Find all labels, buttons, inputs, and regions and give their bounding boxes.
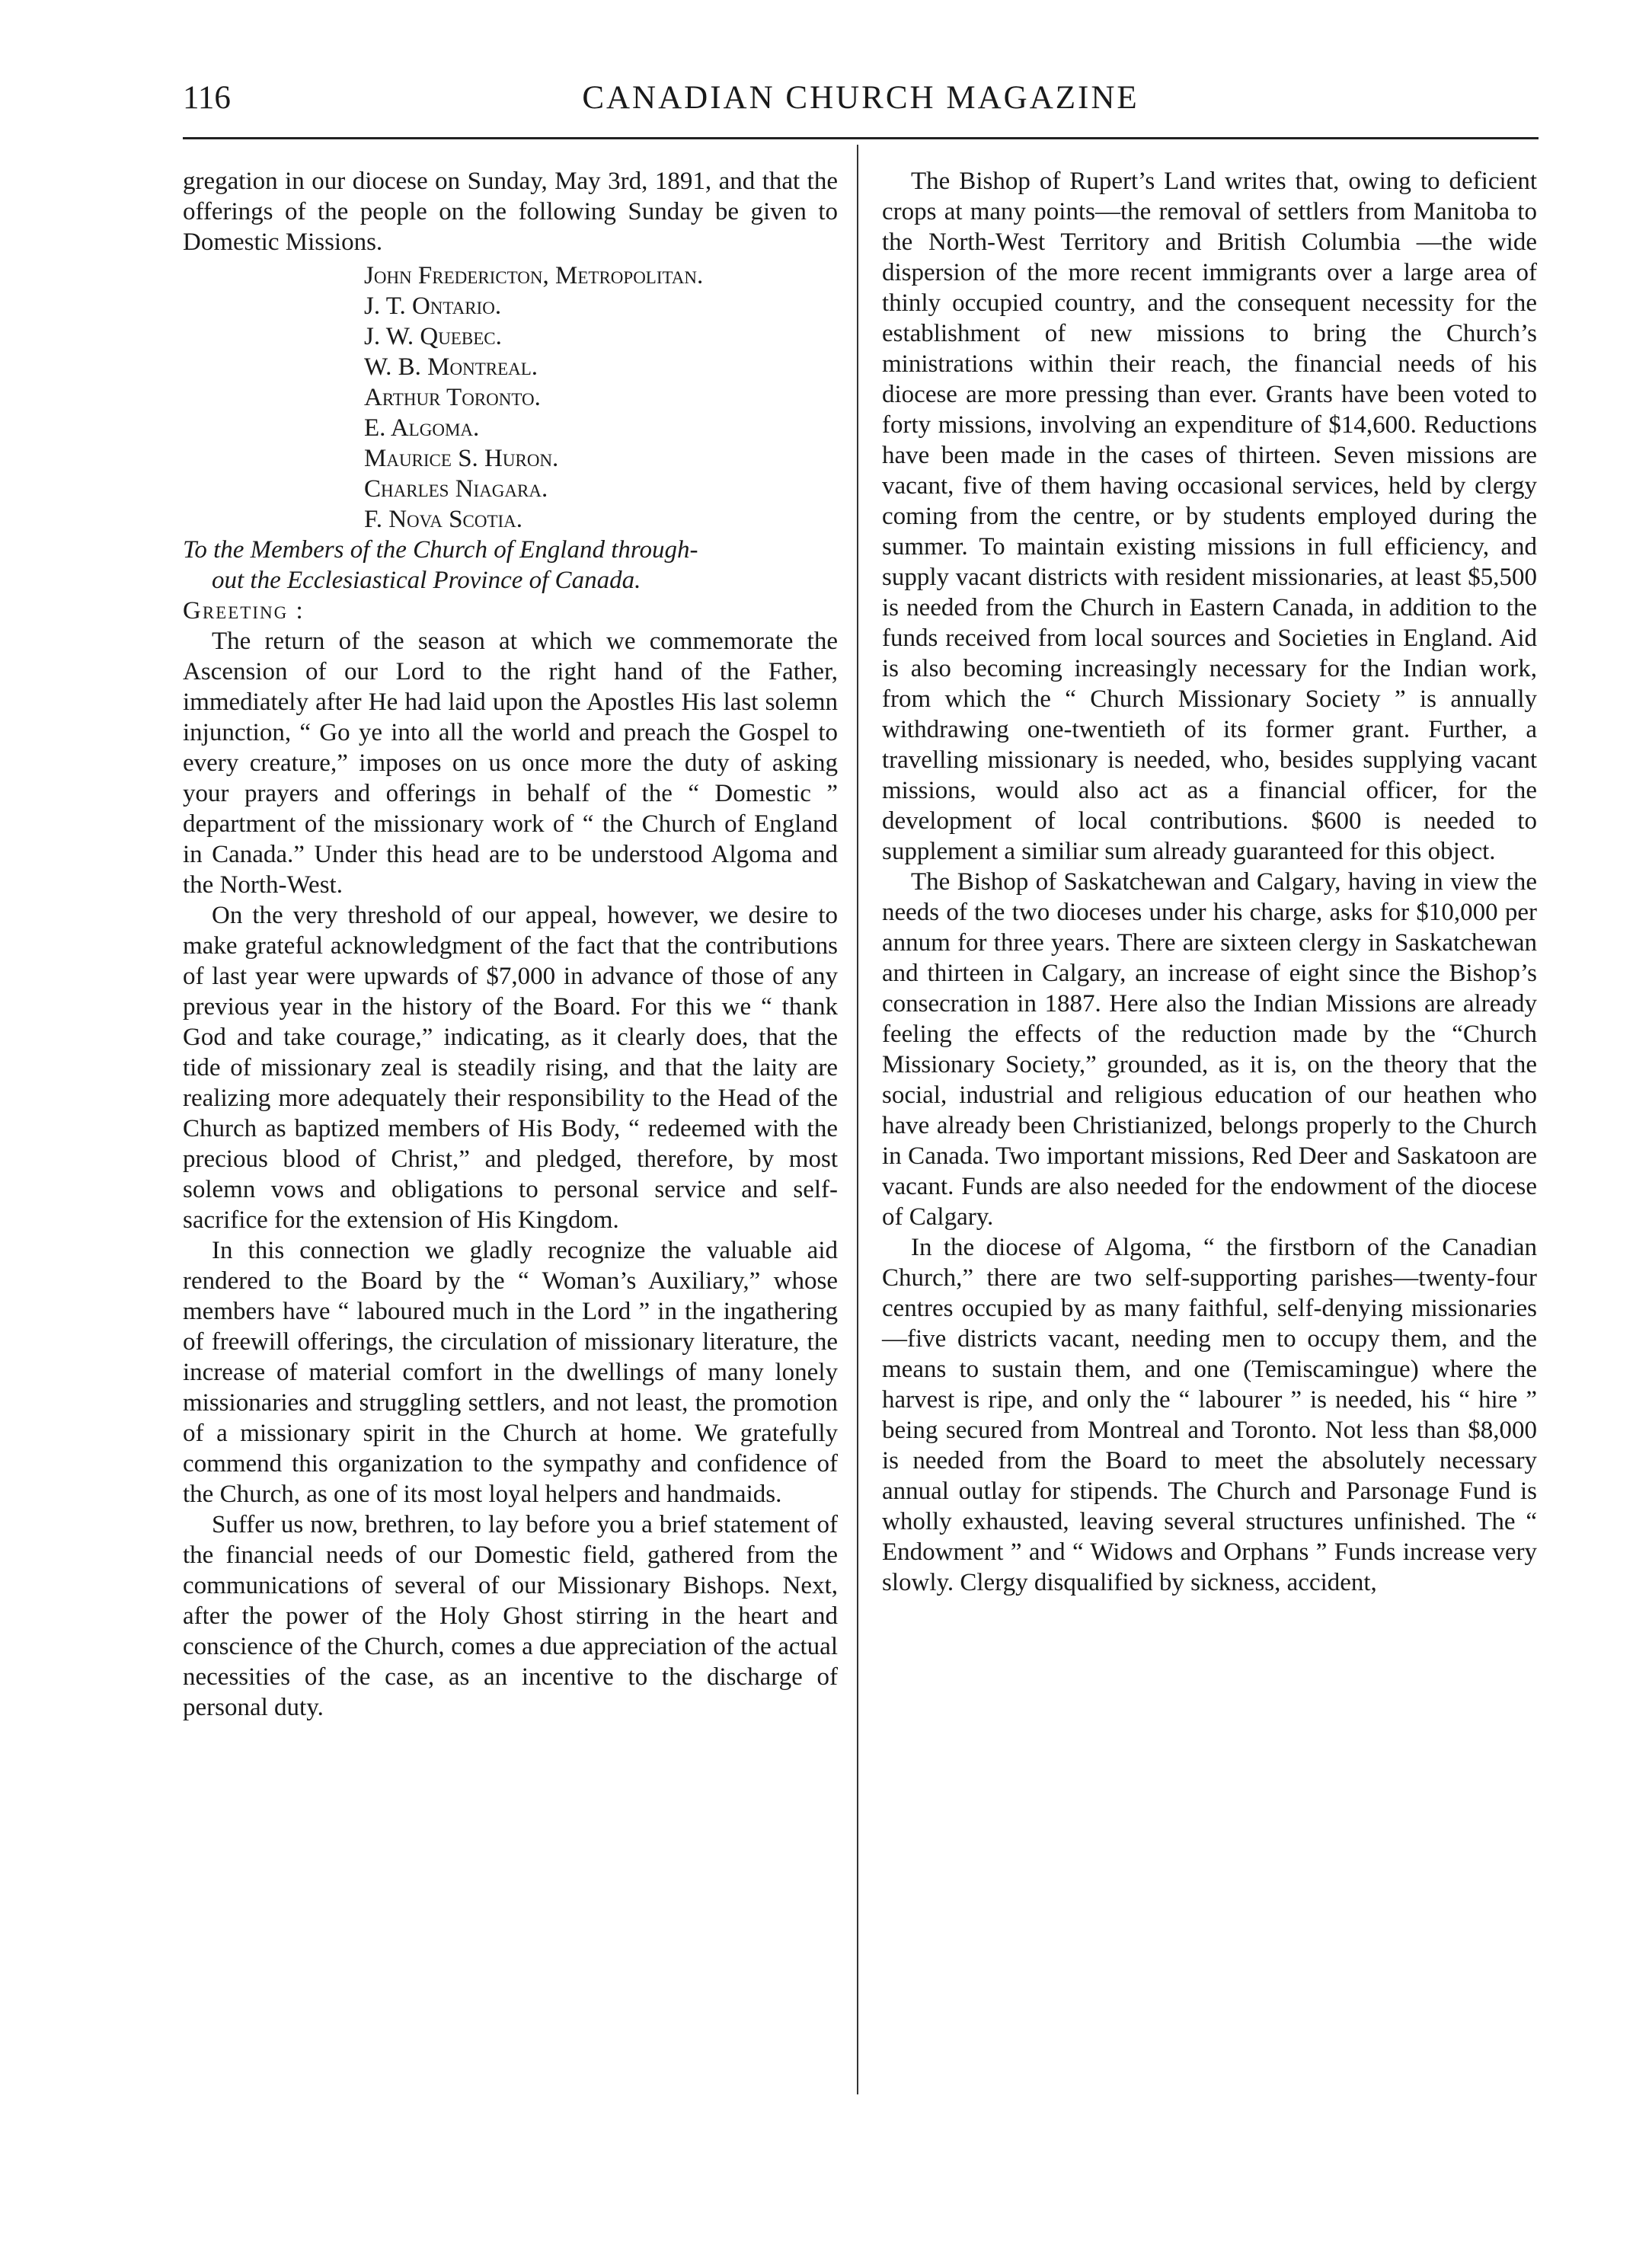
page-number: 116 [183,80,231,116]
signatory: F. Nova Scotia. [364,506,523,533]
paragraph: In the diocese of Algoma, “ the firstborn of the Canadian Church,” there are two self-supporting parishes—twenty-four centres occupied by as many faithful, self-denying missionaries—five districts vacant, needing men to occupy them, and the means to sustain them, and one (Temiscamingue) where the harvest is ripe, and only the “ labourer ” is needed, his “ hire ” being secured from Montreal and Toronto. Not less than $8,000 is needed from the Board to meet the absolutely necessary annual outlay for stipends. The Church and Parsonage Fund is wholly exhausted, leaving several structures unfinished. The “ Endowment ” and “ Widows and Orphans ” Funds increase very slowly. Clergy disqualified by sickness, accident, [882,1234,1537,1596]
address-line [183,535,838,596]
paragraph: On the very threshold of our appeal, however, we desire to make grateful acknowledgment of the fact that the contributions of last year were upwards of $7,000 in advance of those of any previous year in the history of the Board. For this we “ thank God and take courage,” indicating, as it clearly does, that the tide of missionary zeal is steadily rising, and that the laity are realizing more adequately their responsibility to the Head of the Church as baptized members of His Body, “ redeemed with the precious blood of Christ,” and pledged, therefore, by most solemn vows and obligations to personal service and self-sacrifice for the extension of His Kingdom. [183,902,838,1234]
signatory: J. W. Quebec. [364,323,502,350]
signatory: W. B. Montreal. [364,353,538,381]
signatory: Arthur Toronto. [364,384,541,411]
paragraph: The Bishop of Rupert’s Land writes that, owing to deficient crops at many points—the removal of settlers from Manitoba to the North-West Territory and British Columbia —the wide dispersion of the more recent immigrants over a large area of thinly occupied country, and the consequent necessity for the establishment of new missions to bring the Church’s ministrations within their reach, the financial needs of his diocese are more pressing than ever. Grants have been voted to forty missions, involving an expenditure of $14,600. Reductions have been made in the cases of thirteen. Seven missions are vacant, five of them having occasional services, held by clergy coming from the centre, or by students employed during the summer. To maintain existing missions in full efficiency, and supply vacant districts with resident missionaries, at least $5,500 is needed from the Church in Eastern Canada, in addition to the funds received from local sources and Societies in England. Aid is also becoming increasingly necessary for the Indian work, from which the “ Church Missionary Society ” is annually withdrawing one-twentieth of its former grant. Further, a travelling missionary is needed, who, besides supplying vacant missions, would also act as a financial officer, for the development of local contributions. $600 is needed to supplement a similiar sum already guaranteed for this object. [882,168,1537,865]
running-title: CANADIAN CHURCH MAGAZINE [582,80,1139,116]
address-line-2: out the Ecclesiastical Province of Canada. [212,567,641,594]
left-column [183,166,838,1723]
signatory: E. Algoma. [364,414,480,442]
signatory: Charles Niagara. [364,475,548,503]
paragraph: The return of the season at which we commemorate the Ascension of our Lord to the right hand of the Father, immediately after He had laid upon the Apostles His last solemn injunction, “ Go ye into all the world and preach the Gospel to every creature,” imposes on us once more the duty of asking your prayers and offerings in behalf of the “ Domestic ” department of the missionary work of “ the Church of England in Canada.” Under this head are to be understood Algoma and the North-West. [183,628,838,899]
paragraph: gregation in our diocese on Sunday, May 3rd, 1891, and that the offerings of the people on the following Sunday be given to Domestic Missions. [183,168,838,256]
signatory: Maurice S. Huron. [364,445,559,472]
page-header [183,79,1539,133]
paragraph: Suffer us now, brethren, to lay before you a brief statement of the financial needs of our Domestic field, gathered from the communications of several of our Missionary Bishops. Next, after the power of the Holy Ghost stirring in the heart and conscience of the Church, comes a due appreciation of the actual necessities of the case, as an incentive to the discharge of personal duty. [183,1511,838,1721]
right-column [882,166,1537,1598]
paragraph: In this connection we gladly recognize the valuable aid rendered to the Board by the “ Woman’s Auxiliary,” whose members have “ laboured much in the Lord ” in the ingathering of freewill offerings, the circulation of missionary literature, the increase of material comfort in the dwellings of many lonely missionaries and struggling settlers, and not least, the promotion of a missionary spirit in the Church at home. We gratefully commend this organization to the sympathy and confidence of the Church, as one of its most loyal helpers and handmaids. [183,1237,838,1508]
header-rule [183,137,1539,139]
paragraph: The Bishop of Saskatchewan and Calgary, having in view the needs of the two dioceses under his charge, asks for $10,000 per annum for three years. There are sixteen clergy in Saskatchewan and thirteen in Calgary, an increase of eight since the Bishop’s consecration in 1887. Here also the Indian Missions are already feeling the effects of the reduction made by the “Church Missionary Society,” grounded, as it is, on the theory that the social, industrial and religious education of our heathen who have already been Christianized, belongs properly to the Church in Canada. Two important missions, Red Deer and Saskatoon are vacant. Funds are also needed for the endowment of the diocese of Calgary. [882,868,1537,1231]
address-line-1: To the Members of the Church of England through- [183,536,698,564]
greeting: Greeting : [183,597,305,625]
signatory: J. T. Ontario. [364,292,502,320]
signatory: John Fredericton, Metropolitan. [364,262,704,289]
column-divider [857,145,858,2094]
signatory-list [364,260,838,535]
